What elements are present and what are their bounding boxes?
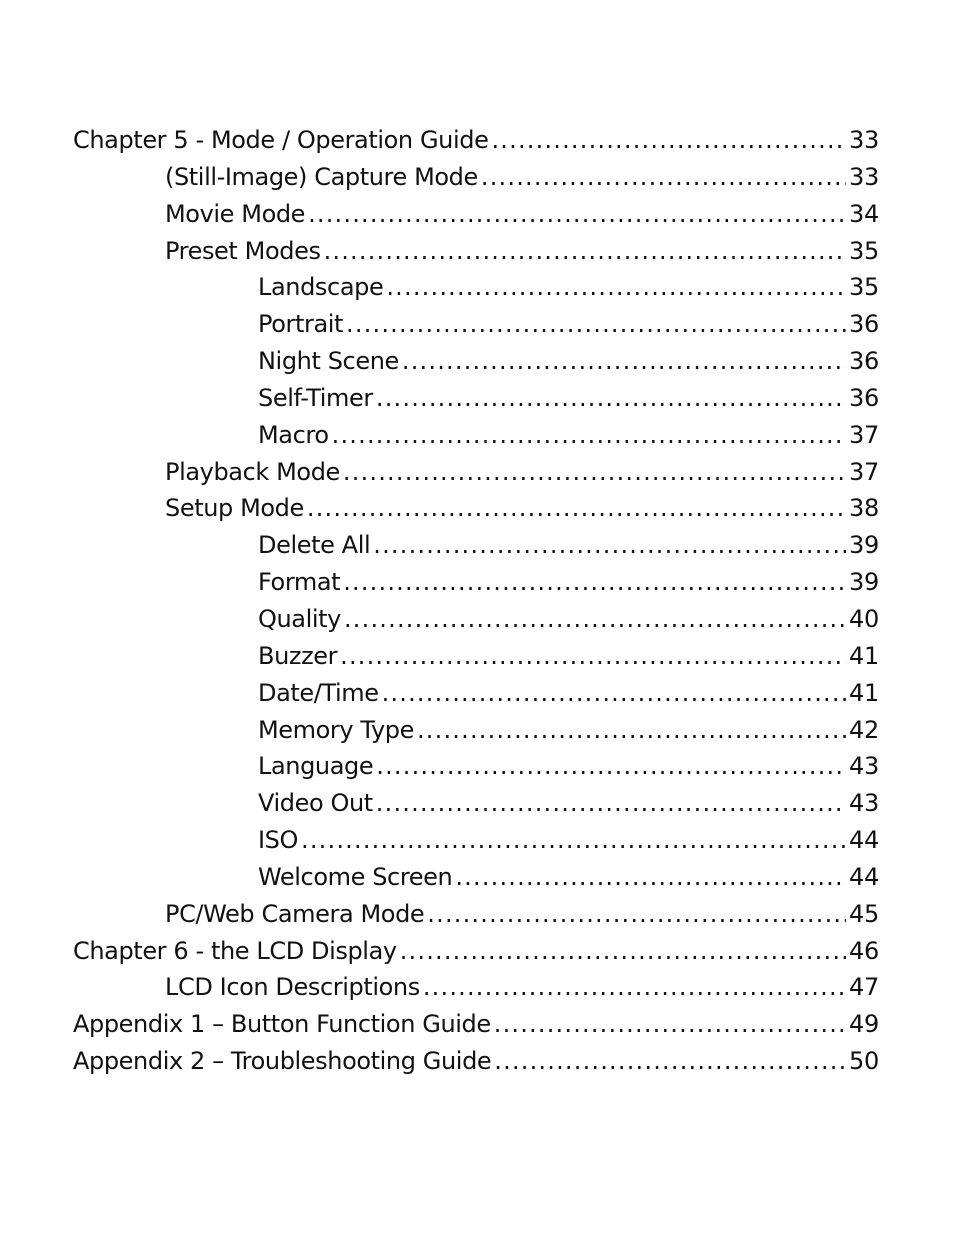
toc-entry[interactable] (73, 638, 879, 675)
toc-entry-title: Macro (258, 420, 329, 449)
toc-entry-page: 43 (849, 752, 879, 781)
toc-entry-title: Chapter 6 - the LCD Display (73, 936, 397, 965)
dot-leader (343, 564, 846, 601)
dot-leader (382, 675, 846, 712)
toc-entry-page: 37 (849, 457, 879, 486)
dot-leader (494, 1043, 846, 1080)
toc-entry[interactable] (73, 601, 879, 638)
dot-leader (400, 933, 846, 970)
dot-leader (344, 601, 846, 638)
dot-leader (386, 269, 846, 306)
toc-entry[interactable] (73, 527, 879, 564)
dot-leader (346, 306, 846, 343)
toc-entry-title: Self-Timer (258, 383, 373, 412)
toc-entry-title: Appendix 2 – Troubleshooting Guide (73, 1047, 492, 1076)
dot-leader (423, 969, 846, 1006)
toc-entry-page: 38 (849, 494, 879, 523)
toc-entry-title: Language (258, 752, 374, 781)
toc-entry[interactable] (73, 490, 879, 527)
toc-entry-title: Night Scene (258, 347, 399, 376)
toc-entry[interactable] (73, 454, 879, 491)
toc-entry[interactable] (73, 896, 879, 933)
toc-entry[interactable] (73, 969, 879, 1006)
toc-entry-page: 44 (849, 826, 879, 855)
dot-leader (491, 122, 846, 159)
toc-entry[interactable] (73, 1006, 879, 1043)
toc-entry-title: Movie Mode (165, 199, 306, 228)
toc-entry[interactable] (73, 122, 879, 159)
dot-leader (308, 196, 846, 233)
dot-leader (402, 343, 846, 380)
toc-entry[interactable] (73, 1043, 879, 1080)
toc-entry-page: 36 (849, 310, 879, 339)
table-of-contents (73, 122, 879, 1080)
toc-entry-page: 47 (849, 973, 879, 1002)
dot-leader (417, 712, 846, 749)
toc-entry-page: 33 (849, 126, 879, 154)
toc-entry-title: Buzzer (258, 641, 338, 670)
dot-leader (301, 822, 846, 859)
toc-entry-page: 37 (849, 420, 879, 449)
toc-entry-title: Landscape (258, 273, 384, 302)
toc-entry-page: 42 (849, 715, 879, 744)
toc-entry-title: LCD Icon Descriptions (165, 973, 420, 1002)
toc-entry-title: (Still-Image) Capture Mode (165, 162, 478, 191)
dot-leader (455, 859, 846, 896)
toc-entry[interactable] (73, 564, 879, 601)
toc-entry-page: 49 (849, 1010, 879, 1039)
toc-entry[interactable] (73, 269, 879, 306)
dot-leader (343, 454, 846, 491)
dot-leader (427, 896, 846, 933)
dot-leader (376, 380, 846, 417)
dot-leader (307, 490, 846, 527)
toc-entry[interactable] (73, 822, 879, 859)
toc-entry[interactable] (73, 859, 879, 896)
toc-entry-title: Video Out (258, 789, 373, 818)
toc-entry-title: Playback Mode (165, 457, 340, 486)
toc-entry-title: Appendix 1 – Button Function Guide (73, 1010, 491, 1039)
toc-entry-title: Chapter 5 - Mode / Operation Guide (73, 126, 489, 154)
dot-leader (376, 785, 846, 822)
toc-entry-title: Delete All (258, 531, 371, 560)
toc-entry-page: 33 (849, 162, 879, 191)
toc-entry[interactable] (73, 233, 879, 270)
toc-entry-page: 35 (849, 236, 879, 265)
toc-entry[interactable] (73, 712, 879, 749)
toc-entry-title: Format (258, 568, 341, 597)
toc-entry-page: 34 (849, 199, 879, 228)
toc-entry-page: 36 (849, 347, 879, 376)
toc-entry[interactable] (73, 159, 879, 196)
toc-entry[interactable] (73, 417, 879, 454)
toc-entry-page: 41 (849, 641, 879, 670)
toc-entry-title: Welcome Screen (258, 862, 453, 891)
toc-entry-page: 44 (849, 862, 879, 891)
dot-leader (340, 638, 846, 675)
dot-leader (373, 527, 846, 564)
toc-entry-title: Date/Time (258, 678, 379, 707)
toc-entry[interactable] (73, 933, 879, 970)
toc-entry[interactable] (73, 196, 879, 233)
toc-entry[interactable] (73, 343, 879, 380)
toc-entry[interactable] (73, 748, 879, 785)
dot-leader (376, 748, 846, 785)
dot-leader (494, 1006, 846, 1043)
toc-entry[interactable] (73, 675, 879, 712)
toc-entry-title: Portrait (258, 310, 344, 339)
toc-entry-page: 39 (849, 568, 879, 597)
toc-entry-title: Quality (258, 604, 341, 633)
toc-entry[interactable] (73, 380, 879, 417)
toc-entry-page: 35 (849, 273, 879, 302)
dot-leader (324, 233, 846, 270)
toc-entry[interactable] (73, 785, 879, 822)
toc-entry-title: ISO (258, 826, 299, 855)
toc-entry-page: 39 (849, 531, 879, 560)
toc-entry-page: 43 (849, 789, 879, 818)
toc-entry-title: Preset Modes (165, 236, 321, 265)
toc-entry-title: Setup Mode (165, 494, 304, 523)
toc-entry-page: 40 (849, 604, 879, 633)
toc-entry[interactable] (73, 306, 879, 343)
toc-entry-page: 41 (849, 678, 879, 707)
toc-entry-title: Memory Type (258, 715, 414, 744)
toc-entry-page: 36 (849, 383, 879, 412)
toc-entry-page: 45 (849, 899, 879, 928)
dot-leader (481, 159, 846, 196)
toc-entry-page: 46 (849, 936, 879, 965)
toc-entry-page: 50 (849, 1047, 879, 1076)
toc-entry-title: PC/Web Camera Mode (165, 899, 425, 928)
dot-leader (332, 417, 846, 454)
